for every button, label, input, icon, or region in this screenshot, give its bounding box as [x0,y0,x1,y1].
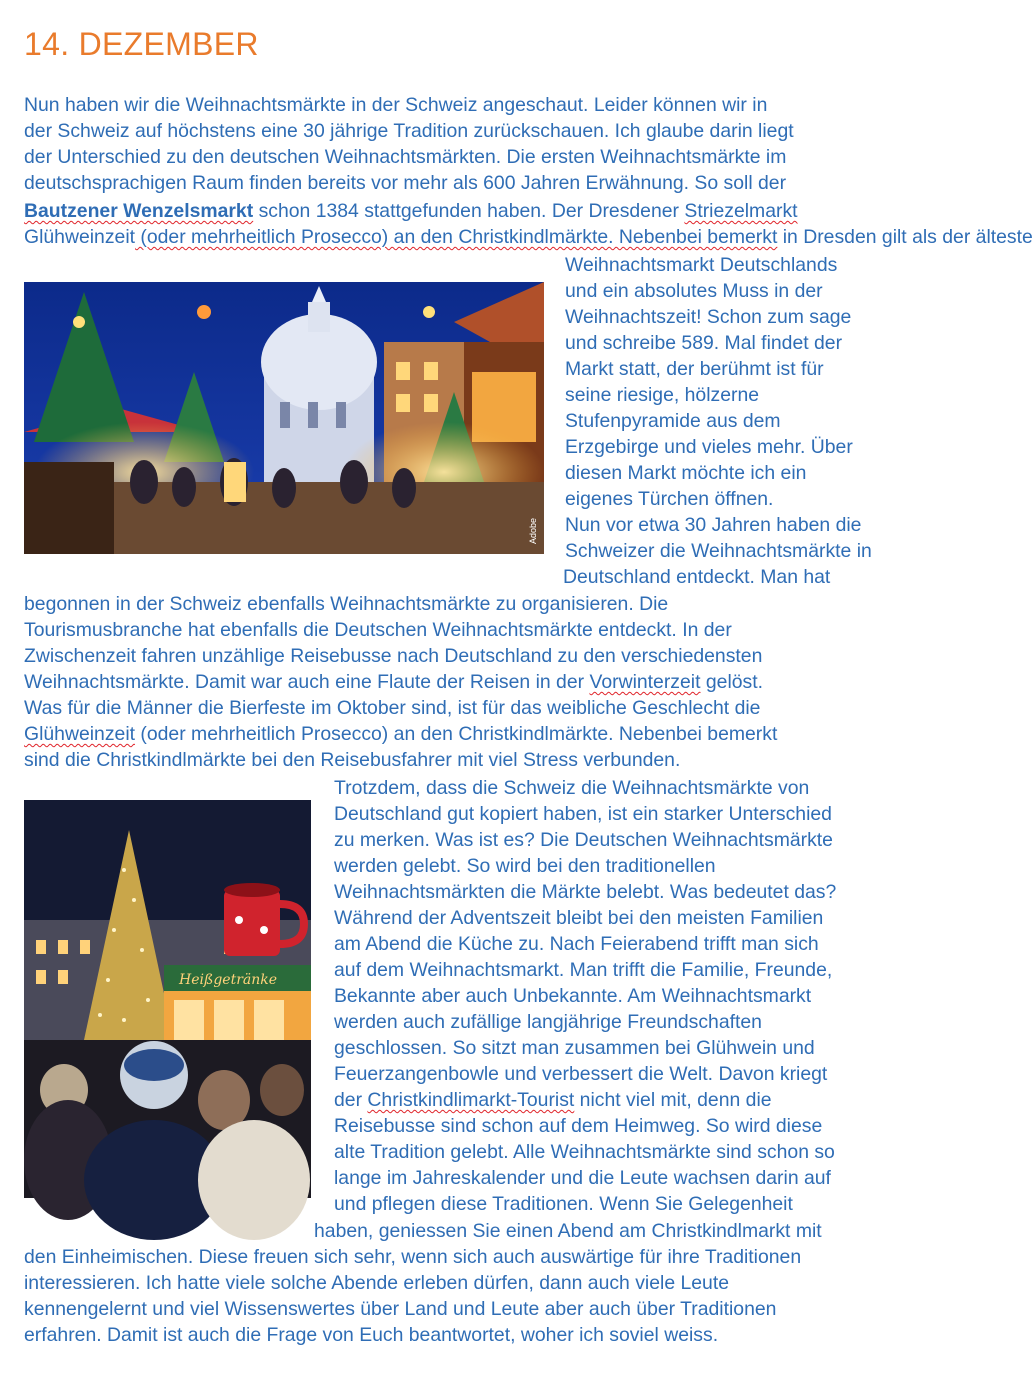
text-line: Während der Adventszeit bleibt bei den meisten Familien [334,907,824,929]
text-line: der Unterschied zu den deutschen Weihnachtsmärkten. Die ersten Weihnachtsmärkte im [24,146,787,168]
text-line: Markt statt, der berühmt ist für [565,358,824,380]
text-line [24,198,798,224]
text-line: Deutschland entdeckt. Man hat [563,566,831,588]
text-line: interessieren. Ich hatte viele solche Abende erleben dürfen, dann auch viele Leute [24,1272,730,1294]
text-line: und pflegen diese Traditionen. Wenn Sie Gelegenheit [334,1193,793,1215]
text-line: lange im Jahreskalender und die Leute wachsen darin auf [334,1167,831,1189]
text-line: auf dem Weihnachtsmarkt. Man trifft die Familie, Freunde, [334,959,833,981]
text-line: kennengelernt und viel Wissenswertes über Land und Leute aber auch über Traditionen [24,1298,777,1320]
text-line: Erzgebirge und vieles mehr. Über [565,436,853,458]
text-span: gelöst. [700,671,764,693]
text-line: der Schweiz auf höchstens eine 30 jährige Tradition zurückschauen. Ich glaube darin liegt [24,120,794,142]
spelling-mark: Striezelmarkt [684,200,798,222]
text-line: Weihnachtsmärkten die Märkte belebt. Was bedeutet das? [334,881,837,903]
text-span: Weihnachtsmärkte. Damit war auch eine Flaute der Reisen in der [24,671,590,693]
text-line: geschlossen. So sitzt man zusammen bei Glühwein und [334,1037,815,1059]
text-line: eigenes Türchen öffnen. [565,488,774,510]
text-span: (oder mehrheitlich Prosecco) an den Christkindlmärkte. Nebenbei bemerkt [135,723,778,745]
text-line [24,224,1033,250]
lantern [224,462,246,502]
text-line: Reisebusse sind schon auf dem Heimweg. So wird diese [334,1115,823,1137]
text-span: der [334,1089,368,1111]
text-line: Nun vor etwa 30 Jahren haben die [565,514,862,536]
text-line: Weihnachtsmarkt Deutschlands [565,254,838,276]
text-span: Glühweinzeit [24,226,136,248]
text-line: erfahren. Damit ist auch die Frage von Euch beantwortet, woher ich soviel weiss. [24,1324,719,1346]
page-title: 14. DEZEMBER [24,26,259,62]
stall-sign: Heißgetränke [179,972,278,988]
photo-credit: Adobe [528,517,538,544]
text-line: seine riesige, hölzerne [565,384,760,406]
text-line: Zwischenzeit fahren unzählige Reisebusse nach Deutschland zu den verschiedensten [24,645,763,667]
text-line: Stufenpyramide aus dem [565,410,781,432]
text-line: werden auch zufällige langjährige Freundschaften [334,1011,762,1033]
text-line: Weihnachtszeit! Schon zum sage [565,306,852,328]
text-line: Deutschland gut kopiert haben, ist ein starker Unterschied [334,803,832,825]
text-span: schon 1384 stattgefunden haben. Der Dresdener [253,200,685,222]
text-line: Trotzdem, dass die Schweiz die Weihnachtsmärkte von [334,777,810,799]
text-line: Was für die Männer die Bierfeste im Oktober sind, ist für das weibliche Geschlecht die [24,697,761,719]
striezelmarkt-photo [24,282,544,554]
text-line [334,1087,772,1113]
text-line: sind die Christkindlmärkte bei den Reisebusfahrer mit viel Stress verbunden. [24,749,681,771]
spelling-mark: Glühweinzeit [24,723,136,745]
spelling-mark: Christkindlimarkt-Tourist [367,1089,575,1111]
text-line: Feuerzangenbowle und verbessert die Welt. Davon kriegt [334,1063,828,1085]
gluehwein-stand-photo [24,800,311,1198]
text-line: haben, geniessen Sie einen Abend am Christkindlmarkt mit [314,1220,822,1242]
text-line: am Abend die Küche zu. Nach Feierabend trifft man sich [334,933,819,955]
spelling-mark: Vorwinterzeit [589,671,701,693]
bautzener-link[interactable]: Bautzener Wenzelsmarkt [24,200,254,222]
text-line: und ein absolutes Muss in der [565,280,823,302]
text-line: und schreibe 589. Mal findet der [565,332,843,354]
spelling-mark: (oder mehrheitlich Prosecco) an den Christkindlmärkte. Nebenbei bemerkt [135,226,778,248]
text-line: werden gelebt. So wird bei den traditionellen [334,855,716,877]
text-line: Nun haben wir die Weihnachtsmärkte in der Schweiz angeschaut. Leider können wir in [24,94,768,116]
text-line [24,669,763,695]
text-line: Tourismusbranche hat ebenfalls die Deutschen Weihnachtsmärkte entdeckt. In der [24,619,732,641]
text-line: den Einheimischen. Diese freuen sich sehr, wenn sich auch auswärtige für ihre Traditionen [24,1246,802,1268]
text-line: zu merken. Was ist es? Die Deutschen Weihnachtsmärkte [334,829,833,851]
text-line: Schweizer die Weihnachtsmärkte in [565,540,872,562]
text-line: alte Tradition gelebt. Alle Weihnachtsmärkte sind schon so [334,1141,835,1163]
text-span: nicht viel mit, denn die [574,1089,772,1111]
text-line: deutschsprachigen Raum finden bereits vor mehr als 600 Jahren Erwähnung. So soll der [24,172,787,194]
text-line: diesen Markt möchte ich ein [565,462,807,484]
text-line: Bekannte aber auch Unbekannte. Am Weihnachtsmarkt [334,985,812,1007]
text-span: in Dresden gilt als der älteste [777,226,1033,248]
text-line [24,721,777,747]
text-line: begonnen in der Schweiz ebenfalls Weihnachtsmärkte zu organisieren. Die [24,593,669,615]
